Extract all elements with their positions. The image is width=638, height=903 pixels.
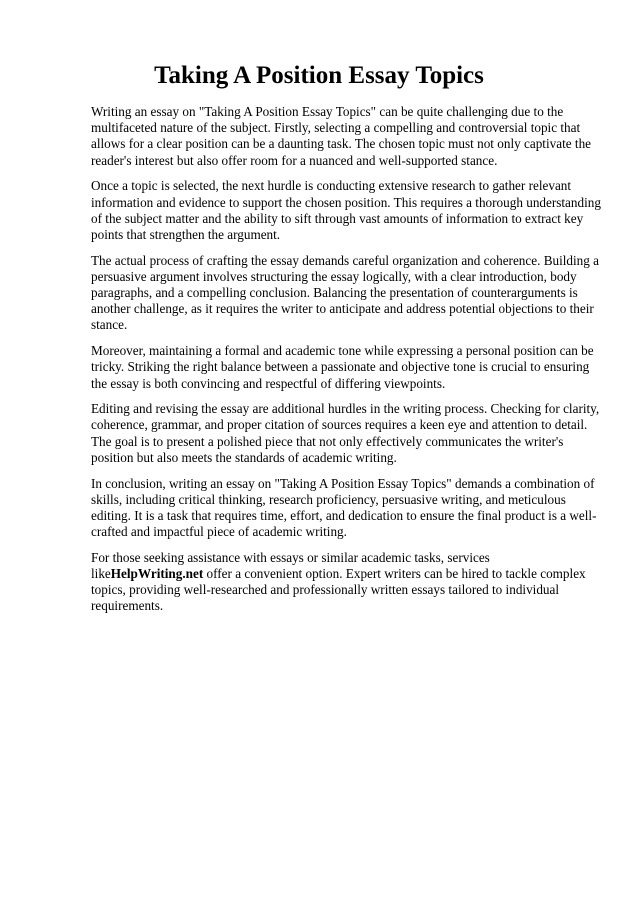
document-body xyxy=(91,104,601,624)
paragraph-5: Editing and revising the essay are additional hurdles in the writing process. Checking for clarity, coherence, grammar, and proper citation of sources requires a keen eye and attention to detail. The goal is to present a polished piece that not only effectively communicates the writer's position but also meets the standards of academic writing. xyxy=(91,401,600,465)
paragraph-6: In conclusion, writing an essay on "Taking A Position Essay Topics" demands a combination of skills, including critical thinking, research proficiency, persuasive writing, and meticulous editing. It is a task that requires time, effort, and dedication to ensure the final product is a well-crafted and impactful piece of academic writing. xyxy=(91,475,597,540)
brand-name: HelpWriting.net xyxy=(110,566,204,582)
paragraph-3: The actual process of crafting the essay demands careful organization and coherence. Building a persuasive argument involves structuring the essay logically, with a clear introduction, body paragraphs, and a compelling conclusion. Balancing the presentation of counterarguments is another challenge, as it requires the writer to anticipate and address potential objections to their stance. xyxy=(91,252,600,333)
paragraph-2: Once a topic is selected, the next hurdle is conducting extensive research to gather relevant information and evidence to support the chosen position. This requires a thorough understanding of the subject matter and the ability to sift through vast amounts of information to extract key points that strengthen the argument. xyxy=(91,178,601,242)
paragraph-4: Moreover, maintaining a formal and academic tone while expressing a personal position can be tricky. Striking the right balance between a passionate and objective tone is crucial to ensuring the essay is both convincing and respectful of differing viewpoints. xyxy=(91,343,594,391)
paragraph-7-lead: For those seeking assistance with essays or similar academic tasks, services like xyxy=(91,549,490,582)
paragraph-7-tail: offer a convenient option. Expert writers can be hired to tackle complex topics, providing well-researched and professionally written essays tailored to individual requirements. xyxy=(91,566,586,614)
paragraph-1: Writing an essay on "Taking A Position Essay Topics" can be quite challenging due to the multifaceted nature of the subject. Firstly, selecting a compelling and controversial topic that allows for a clear position can be a daunting task. The chosen topic must not only captivate the reader's interest but also offer room for a nuanced and well-supported stance. xyxy=(91,104,592,168)
paragraph-7 xyxy=(91,550,601,615)
page-title: Taking A Position Essay Topics xyxy=(154,62,484,89)
